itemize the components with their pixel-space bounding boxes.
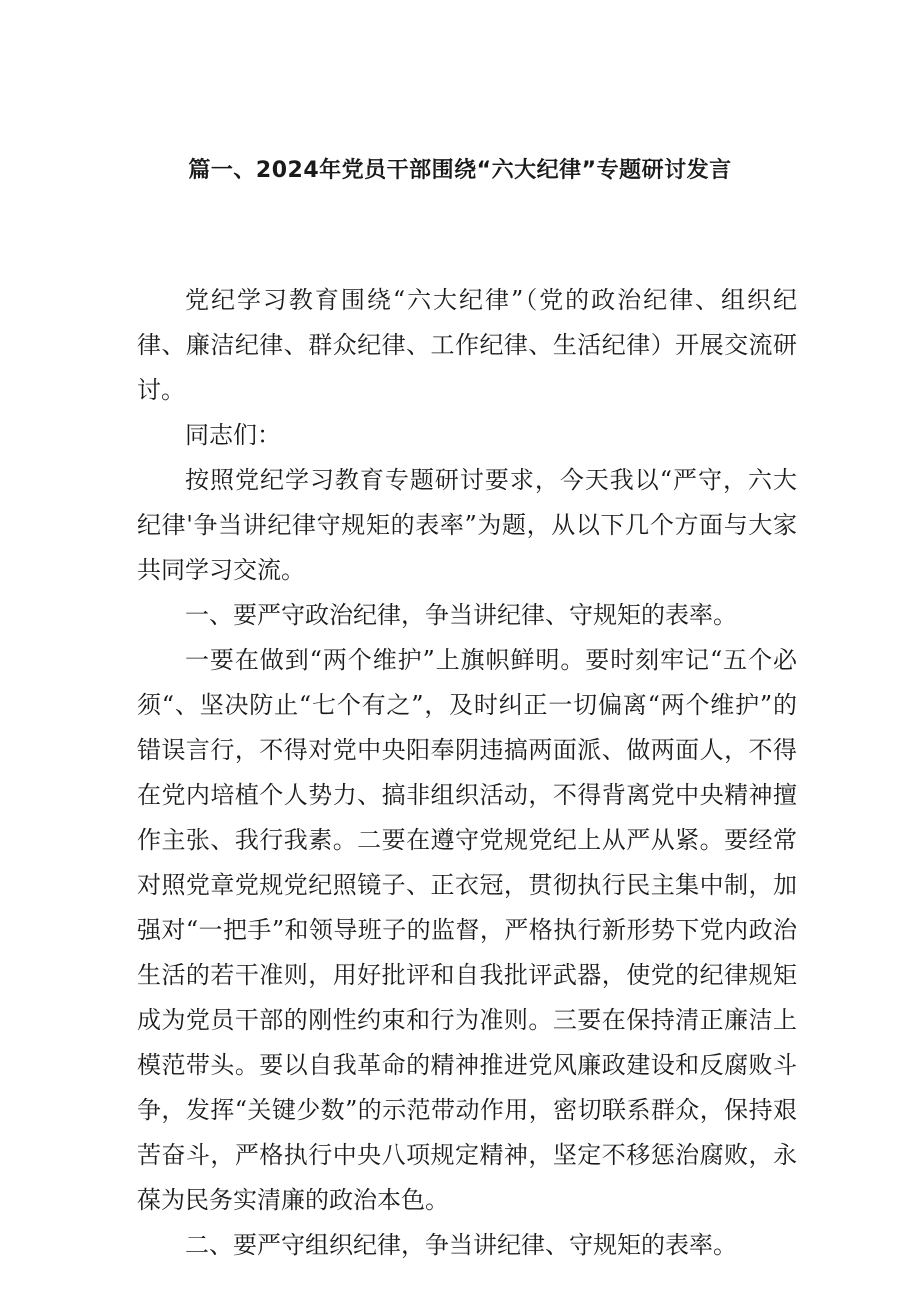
paragraph-opening: 按照党纪学习教育专题研讨要求，今天我以“严守，六大纪律'争当讲纪律守规矩的表率”为题，从以下几个方面与大家共同学习交流。 xyxy=(137,466,797,584)
section-heading-1: 一、要严守政治纪律，争当讲纪律、守规矩的表率。 xyxy=(185,601,737,629)
document-body xyxy=(137,278,797,1268)
document-title: 篇一、2024年党员干部围绕“六大纪律”专题研讨发言 xyxy=(188,158,732,183)
paragraph-section-1-body: 一要在做到“两个维护”上旗帜鲜明。要时刻牢记“五个必须“、坚决防止“七个有之”，及时纠正一切偏离“两个维护”的错误言行，不得对党中央阳奉阴违搞两面派、做两面人，不得在党内培植个人势力、搞非组织活动，不得背离党中央精神擅作主张、我行我素。二要在遵守党规党纪上从严从紧。要经常对照党章党规党纪照镜子、正衣冠，贯彻执行民主集中制，加强对“一把手”和领导班子的监督，严格执行新形势下党内政治生活的若干准则，用好批评和自我批评武器，使党的纪律规矩成为党员干部的刚性约束和行为准则。三要在保持清正廉洁上模范带头。要以自我革命的精神推进党风廉政建设和反腐败斗争，发挥“关键少数”的示范带动作用，密切联系群众，保持艰苦奋斗，严格执行中央八项规定精神，坚定不移惩治腐败，永葆为民务实清廉的政治本色。 xyxy=(137,646,797,1214)
section-heading-2: 二、要严守组织纪律，争当讲纪律、守规矩的表率。 xyxy=(185,1231,737,1259)
paragraph-salutation: 同志们： xyxy=(185,421,281,449)
paragraph-intro: 党纪学习教育围绕“六大纪律”（党的政治纪律、组织纪律、廉洁纪律、群众纪律、工作纪律、生活纪律）开展交流研讨。 xyxy=(137,286,797,404)
